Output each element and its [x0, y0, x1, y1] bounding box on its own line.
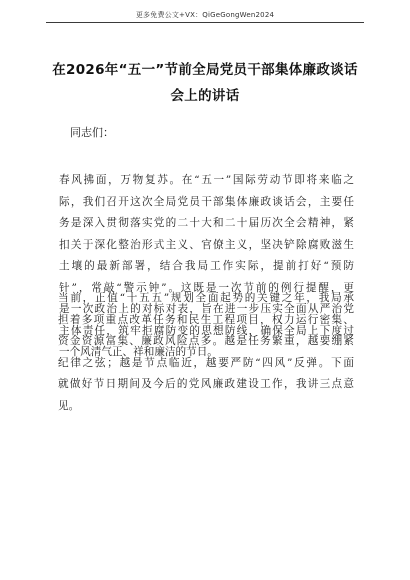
paragraph-line: 一个风清气正、祥和廉洁的节日。	[59, 346, 218, 358]
paragraph-line: 扣关于深化整治形式主义、官僚主义，坚决铲除腐败滋生	[59, 238, 354, 251]
paragraph-line: 土壤的最新部署，结合我局工作实际，提前打好“预防	[59, 260, 354, 272]
document-title-line-2: 会上的讲话	[170, 88, 240, 104]
paragraph-line: 务是深入贯彻落实党的二十大和二十届历次全会精神，紧	[59, 217, 354, 229]
header-note: 更多免费公文+VX：QiGeGongWen2024	[135, 11, 275, 19]
paragraph-line: 针”，常敲“警示钟”。这既是一次节前的例行提醒，更	[59, 281, 354, 294]
paragraph-line: 资金资源富集、廉政风险点多。越是任务繁重，越要绷紧	[58, 335, 354, 347]
paragraph-line: 是一次政治上的对标对表，旨在进一步压实全面从严治党	[59, 303, 354, 315]
header-divider	[46, 22, 364, 23]
document-title-line-1: 在2026年“五一”节前全局党员干部集体廉政谈话	[52, 62, 358, 78]
paragraph-line: 际，我们召开这次全局党员干部集体廉政谈话会，主要任	[59, 195, 354, 208]
paragraph-line: 当前，正值“十五五”规划全面起势的关键之年，我局承	[58, 292, 354, 304]
paragraph-line: 主体责任，筑牢拒腐防变的思想防线，确保全局上下度过	[59, 324, 354, 337]
salutation: 同志们：	[70, 126, 114, 139]
paragraph-2	[58, 288, 354, 417]
paragraph-line: 春风拂面，万物复苏。在“五一”国际劳动节即将来临之	[59, 174, 354, 186]
paragraph-line: 就做好节日期间及今后的党风廉政建设工作，我讲三点意	[58, 378, 354, 390]
paragraph-line: 纪律之弦；越是节点临近，越要严防“四风”反弹。下面	[58, 356, 354, 369]
paragraph-line: 担着多项重点改革任务和民生工程项目，权力运行密集、	[58, 313, 354, 326]
paragraph-line: 见。	[58, 399, 80, 412]
